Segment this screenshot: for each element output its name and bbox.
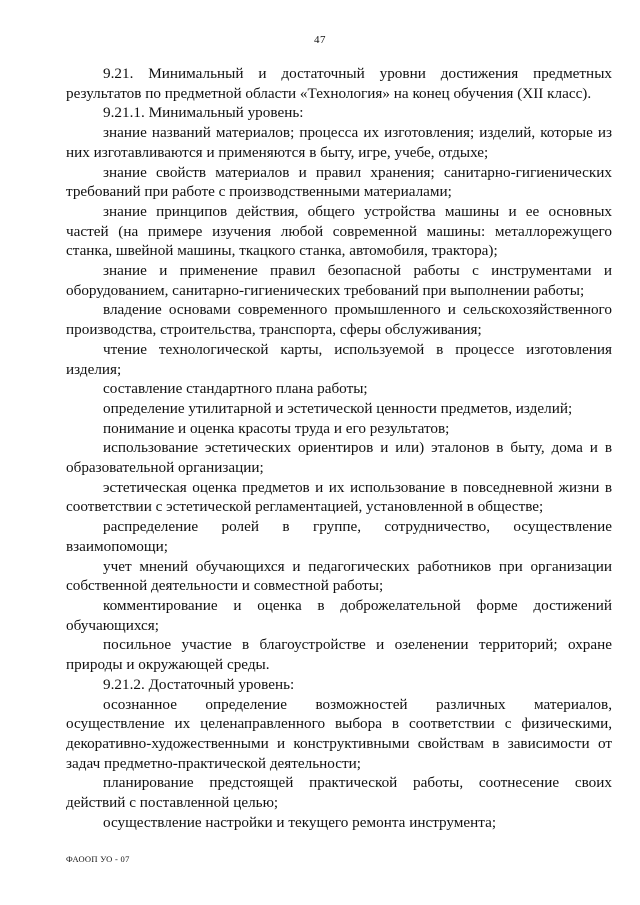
list-item: знание и применение правил безопасной работы с инструментами и оборудованием, санитарно-гигиенических требований при выполнении работы; <box>66 262 612 299</box>
document-footer: ФАООП УО - 07 <box>66 854 130 864</box>
list-item: составление стандартного плана работы; <box>103 380 368 398</box>
list-item: знание названий материалов; процесса их изготовления; изделий, которые из них изготавливаются и применяются в быту, игре, учебе, отдыхе; <box>66 124 612 161</box>
list-item: осуществление настройки и текущего ремонта инструмента; <box>103 813 497 831</box>
list-item: распределение ролей в группе, сотрудничество, осуществление взаимопомощи; <box>66 518 612 555</box>
subsection-heading: 9.21.1. Минимальный уровень: <box>103 104 304 122</box>
list-item: определение утилитарной и эстетической ценности предметов, изделий; <box>103 399 573 417</box>
subsection-heading: 9.21.2. Достаточный уровень: <box>103 675 295 693</box>
list-item: использование эстетических ориентиров и или) эталонов в быту, дома и в образовательной организации; <box>66 439 612 477</box>
list-item: посильное участие в благоустройстве и озеленении территорий; охране природы и окружающей среды. <box>66 636 612 674</box>
list-item: владение основами современного промышленного и сельскохозяйственного производства, строительства, транспорта, сферы обслуживания; <box>66 301 612 339</box>
list-item: чтение технологической карты, используемой в процессе изготовления изделия; <box>66 340 612 378</box>
list-item: понимание и оценка красоты труда и его результатов; <box>103 419 450 437</box>
list-item: осознанное определение возможностей различных материалов, осуществление их целенаправленного выбора в соответствии с физическими, декоративно-художественными и конструктивными свойствам в зависимости от задач предметно-практической деятельности; <box>66 695 612 772</box>
list-item: учет мнений обучающихся и педагогических работников при организации собственной деятельности и совместной работы; <box>66 557 612 595</box>
list-item: планирование предстоящей практической работы, соотнесение своих действий с поставленной целью; <box>66 774 612 812</box>
document-body <box>66 64 612 832</box>
section-heading: 9.21. Минимальный и достаточный уровни достижения предметных результатов по предметной области «Технология» на конец обучения (XII класс). <box>66 65 612 102</box>
list-item: знание свойств материалов и правил хранения; санитарно-гигиенических требований при работе с производственными материалами; <box>66 163 612 201</box>
list-item: эстетическая оценка предметов и их использование в повседневной жизни в соответствии с эстетической регламентацией, установленной в обществе; <box>66 478 612 516</box>
list-item: комментирование и оценка в доброжелательной форме достижений обучающихся; <box>66 596 612 634</box>
page-number: 47 <box>314 34 326 46</box>
list-item: знание принципов действия, общего устройства машины и ее основных частей (на примере изучения любой современной машины: металлорежущего станка, швейной машины, ткацкого станка, автомобиля, трактора); <box>66 202 612 260</box>
